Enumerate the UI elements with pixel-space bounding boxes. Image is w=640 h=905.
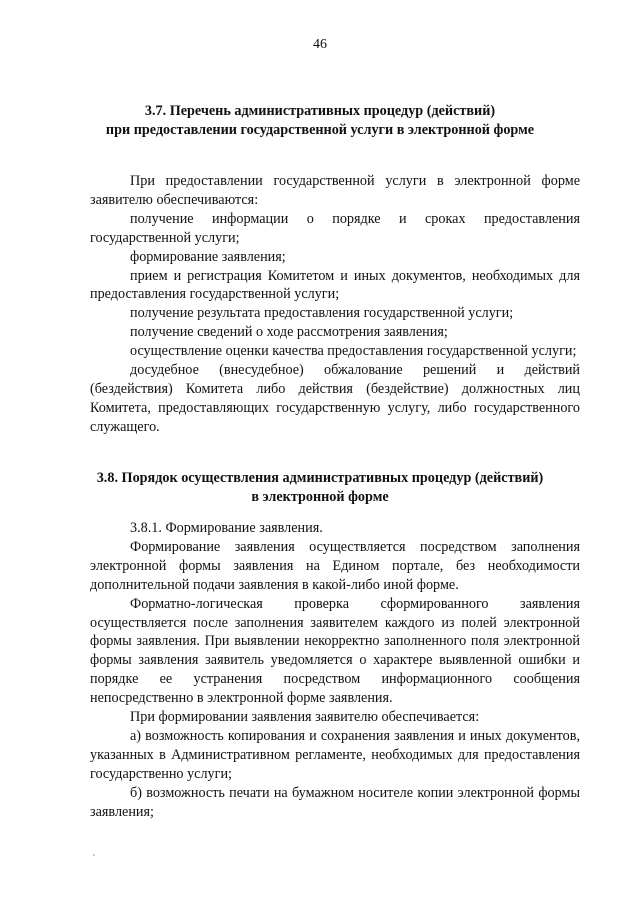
list-item: получение информации о порядке и сроках предоставления государственной услуги;: [90, 210, 580, 246]
section-3-7-title-line2: при предоставлении государственной услуги в электронной форме: [105, 122, 535, 138]
section-3-8-title-line1: 3.8. Порядок осуществления административных процедур (действий): [96, 470, 544, 486]
section-3-8-title-line2: в электронной форме: [251, 489, 389, 505]
paragraph: При предоставлении государственной услуги в электронной форме заявителю обеспечиваются:: [90, 173, 580, 208]
list-item: досудебное (внесудебное) обжалование решений и действий (бездействия) Комитета либо действия (бездействие) должностных лиц Комитета, предоставляющих государственную услугу, либо государственного служащего.: [90, 362, 580, 435]
list-item: б) возможность печати на бумажном носителе копии электронной формы заявления;: [90, 784, 580, 820]
list-item: получение результата предоставления государственной услуги;: [130, 305, 514, 322]
section-3-8-heading: [60, 469, 580, 507]
section-3-7-heading: [60, 102, 580, 140]
list-item: формирование заявления;: [130, 248, 286, 265]
section-3-7-title-line1: 3.7. Перечень административных процедур (действий): [144, 103, 496, 119]
subsection-title: 3.8.1. Формирование заявления.: [130, 520, 323, 536]
page-number: 46: [313, 37, 327, 52]
paragraph: При формировании заявления заявителю обеспечивается:: [130, 709, 480, 726]
section-3-8-body: [90, 519, 580, 822]
paragraph: Формирование заявления осуществляется посредством заполнения электронной формы заявления на Едином портале, без необходимости дополнительной подачи заявления в какой-либо иной форме.: [90, 538, 580, 593]
list-item: прием и регистрация Комитетом и иных документов, необходимых для предоставления государственной услуги;: [90, 267, 580, 303]
section-3-7-body: [90, 172, 580, 437]
list-item: получение сведений о ходе рассмотрения заявления;: [130, 324, 448, 341]
paragraph: Форматно-логическая проверка сформированного заявления осуществляется после заполнения заявителем каждого из полей электронной формы заявления. При выявлении некорректно заполненного поля электронной формы заявления заявитель уведомляется о характере выявленной ошибки и порядке ее устранения посредством информационного сообщения непосредственно в электронной форме заявления.: [90, 595, 580, 707]
scan-speck: [93, 854, 95, 856]
list-item: осуществление оценки качества предоставления государственной услуги;: [130, 343, 577, 360]
list-item: а) возможность копирования и сохранения заявления и иных документов, указанных в Административном регламенте, необходимых для предоставления государственно услуги;: [90, 727, 580, 782]
